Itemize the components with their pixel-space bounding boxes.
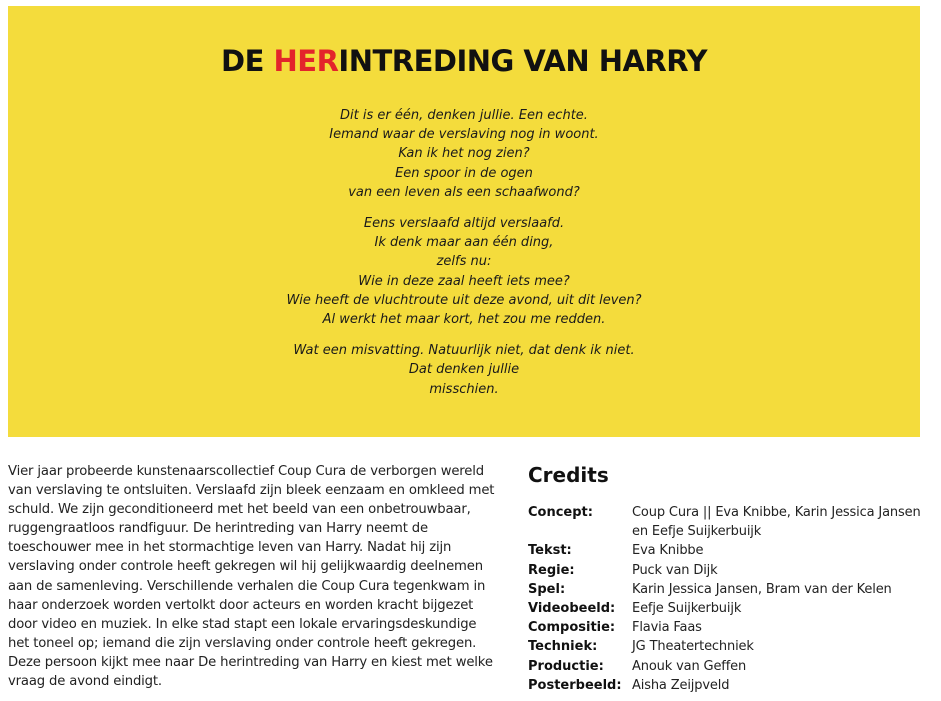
show-description: Vier jaar probeerde kunstenaarscollectief Coup Cura de verborgen wereld van verslaving te ontsluiten. Verslaafd zijn bleek eenzaam en omkleed met schuld. We zijn geconditioneerd met het beeld van een onbetrouwbaar, ruggengraatloos randfiguur. De herintreding van Harry neemt de toeschouwer mee in het stormachtige leven van Harry. Nadat hij zijn verslaving onder controle heeft gekregen wil hij gelijkwaardig deelnemen aan de samenleving. Verschillende verhalen die Coup Cura tegenkwam in haar onderzoek worden vertolkt door acteurs en worden kracht bijgezet door video en muziek. In elke stad stapt een lokale ervaringsdeskundige het toneel op; iemand die zijn verslaving onder controle heeft gekregen. Deze persoon kijkt mee naar De herintreding van Harry en kiest met welke vraag de avond eindigt. [8, 464, 495, 690]
credit-row-concept [528, 503, 928, 541]
poem-line: Ik denk maar aan één ding, [374, 235, 554, 251]
credit-row-videobeeld [528, 599, 928, 618]
credit-value: Anouk van Geffen [632, 658, 747, 674]
credit-row-techniek [528, 637, 928, 656]
poem [8, 106, 920, 411]
poem-line: zelfs nu: [436, 254, 492, 270]
credit-label: Productie: [528, 658, 604, 674]
title-accent: HER [273, 44, 339, 78]
poem-line: Wat een misvatting. Natuurlijk niet, dat denk ik niet. [293, 343, 635, 359]
poem-line: Kan ik het nog zien? [398, 146, 530, 162]
poem-line: van een leven als een schaafwond? [348, 184, 580, 200]
poem-stanza [8, 341, 920, 399]
credits-title: Credits [528, 463, 609, 487]
credit-value: Eefje Suijkerbuijk [632, 601, 742, 617]
poem-line: Dit is er één, denken jullie. Een echte. [340, 108, 588, 123]
credits-section [528, 463, 928, 695]
credit-label: Regie: [528, 562, 575, 578]
credit-label: Spel: [528, 581, 566, 597]
credit-value: JG Theatertechniek [632, 639, 754, 655]
title-suffix: INTREDING VAN HARRY [338, 44, 707, 78]
poem-stanza [8, 214, 920, 329]
poem-line: misschien. [429, 381, 499, 397]
poem-line: Wie in deze zaal heeft iets mee? [358, 273, 570, 289]
credit-row-tekst [528, 541, 928, 560]
credit-row-compositie [528, 618, 928, 637]
credit-row-spel [528, 580, 928, 599]
credit-value: Coup Cura || Eva Knibbe, Karin Jessica Jansen en Eefje Suijkerbuijk [632, 505, 921, 540]
poem-line: Wie heeft de vluchtroute uit deze avond, uit dit leven? [286, 292, 642, 308]
credit-label: Tekst: [528, 543, 572, 559]
credit-label: Compositie: [528, 620, 616, 636]
poem-line: Dat denken jullie [408, 362, 520, 378]
poem-line: Al werkt het maar kort, het zou me redden. [322, 312, 606, 328]
credit-label: Posterbeeld: [528, 677, 622, 693]
credit-label: Concept: [528, 505, 593, 520]
poem-line: Eens verslaafd altijd verslaafd. [363, 216, 565, 232]
credit-row-posterbeeld [528, 676, 928, 695]
hero-banner [8, 6, 920, 437]
credit-value: Puck van Dijk [632, 562, 718, 578]
credit-value: Aisha Zeijpveld [632, 677, 730, 693]
credit-value: Eva Knibbe [632, 543, 704, 559]
poem-stanza [8, 106, 920, 202]
page-title [8, 44, 920, 78]
poem-line: Een spoor in de ogen [395, 165, 533, 181]
credit-label: Videobeeld: [528, 601, 616, 617]
poem-line: Iemand waar de verslaving nog in woont. [329, 127, 599, 143]
credit-value: Karin Jessica Jansen, Bram van der Kelen [632, 581, 892, 597]
credit-label: Techniek: [528, 639, 598, 655]
credit-value: Flavia Faas [632, 620, 702, 636]
title-prefix: DE [221, 44, 274, 78]
credit-row-regie [528, 561, 928, 580]
credit-row-productie [528, 657, 928, 676]
